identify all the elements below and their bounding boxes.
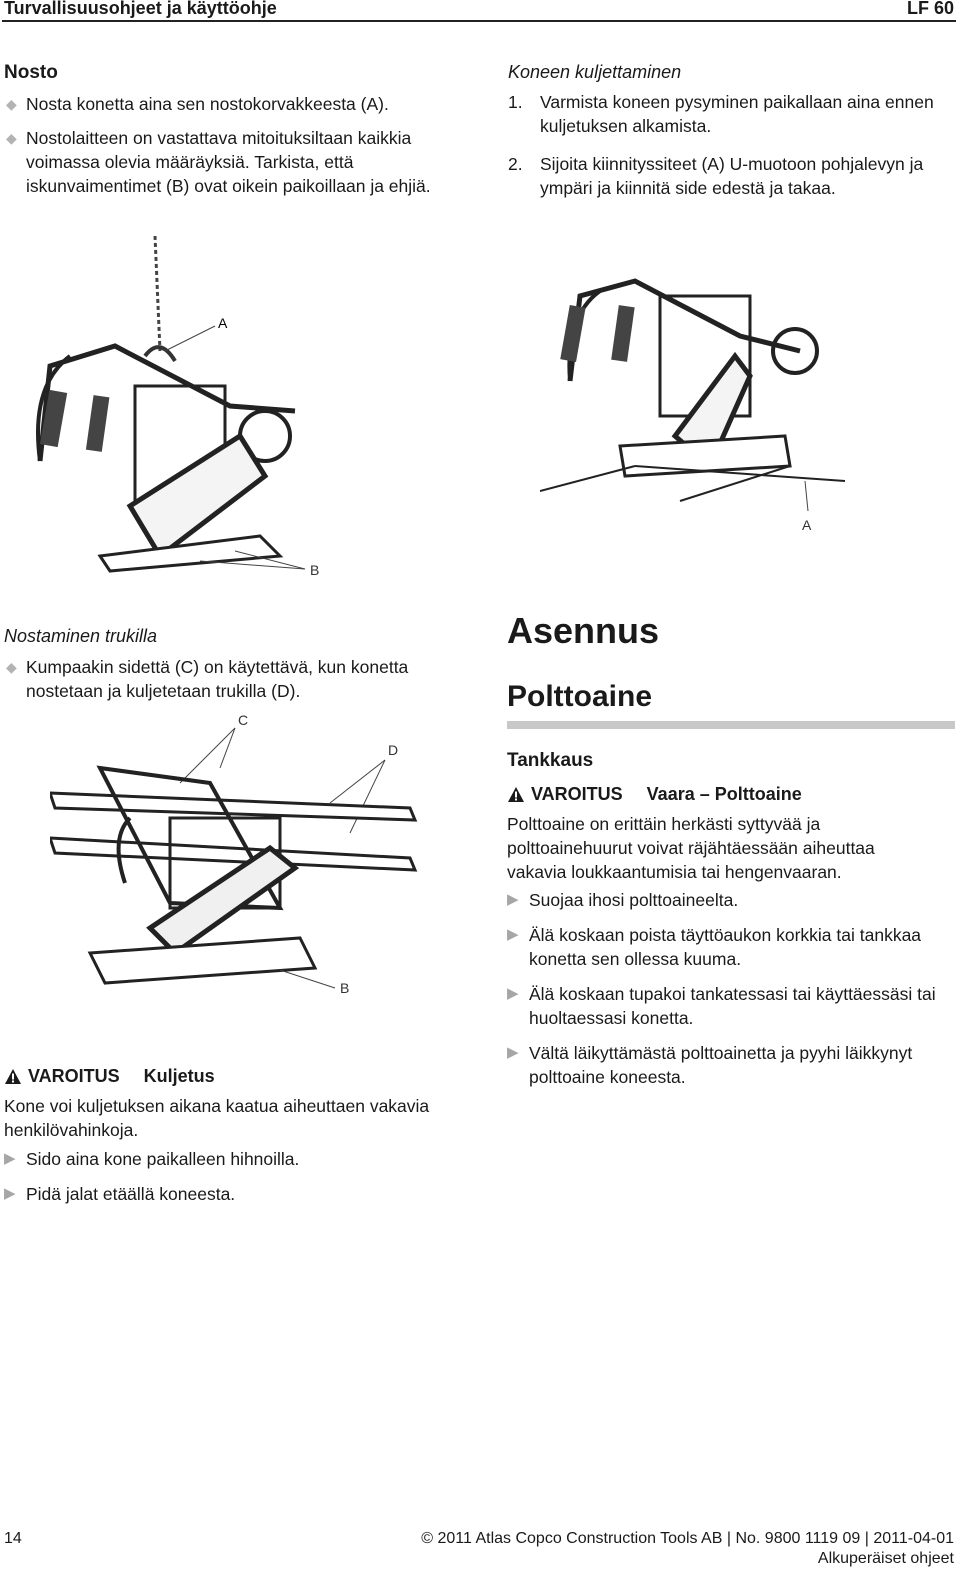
document-title: Turvallisuusohjeet ja käyttöohje [4, 0, 277, 18]
base-plate [90, 938, 315, 983]
strap [540, 466, 635, 491]
transport-steps [508, 90, 953, 200]
fork-lower [50, 838, 415, 870]
header-divider [2, 20, 956, 22]
arrow-bullet-icon: ▶ [4, 1150, 16, 1167]
lifting-eye [145, 347, 175, 361]
refueling-heading: Tankkaus [507, 750, 594, 771]
list-item: 2. Sijoita kiinnityssiteet (A) U-muotoon pohjalevyn ja ympäri ja kiinnitä side edestä ja takaa. [508, 154, 924, 198]
transport-illustration [540, 236, 850, 546]
forklift-bullets [4, 655, 464, 703]
list-item: ▶ Vältä läikyttämästä polttoainetta ja pyyhi läikkynyt polttoaine koneesta. [507, 1043, 913, 1087]
fork-upper [50, 793, 415, 820]
diamond-bullet-icon: ◆ [6, 659, 17, 675]
shock-absorber-right [611, 305, 634, 362]
warning-topic: Vaara – Polttoaine [646, 784, 802, 804]
arrow-bullet-icon: ▶ [507, 1044, 519, 1061]
figure-label: B [340, 980, 350, 996]
list-item: ▶ Älä koskaan tupakoi tankatessasi tai käyttäessäsi tai huoltaessasi konetta. [507, 984, 936, 1028]
diamond-bullet-icon: ◆ [6, 96, 17, 112]
installation-heading: Asennus [507, 610, 660, 651]
section-divider [507, 721, 955, 729]
diamond-bullet-icon: ◆ [6, 130, 17, 146]
fuel-warning-actions [507, 888, 957, 1089]
handle-bar [40, 346, 295, 461]
arrow-bullet-icon: ▶ [507, 891, 519, 908]
lifting-heading: Nosto [4, 62, 58, 83]
lifting-chain [155, 236, 160, 351]
figure-label: C [238, 712, 249, 728]
figure-label: A [218, 315, 228, 331]
shock-absorber-right [86, 395, 109, 452]
list-item: ▶ Suojaa ihosi polttoaineelta. [507, 890, 739, 910]
original-instructions-note: Alkuperäiset ohjeet [817, 1550, 954, 1567]
transport-warning-actions [4, 1147, 464, 1206]
list-item: ▶ Sido aina kone paikalleen hihnoilla. [4, 1149, 300, 1169]
list-item: ◆ Nostolaitteen on vastattava mitoituksiltaan kaikkia voimassa olevia määräyksiä. Tarkista, että iskunvaimentimet (B) ovat oikein paikoillaan ja ehjiä. [6, 128, 431, 196]
page-number: 14 [4, 1530, 22, 1547]
list-item: 1. Varmista koneen pysyminen paikallaan aina ennen kuljetuksen alkamista. [508, 92, 934, 136]
fuel-heading: Polttoaine [507, 680, 653, 713]
list-item: ◆ Nosta konetta aina sen nostokorvakkeesta (A). [6, 94, 389, 114]
transport-warning-title [4, 1066, 215, 1087]
forklift-heading: Nostaminen trukilla [4, 626, 158, 646]
warning-topic: Kuljetus [143, 1066, 215, 1086]
transport-warning-text: Kone voi kuljetuksen aikana kaatua aiheuttaen vakavia henkilövahinkoja. [4, 1096, 430, 1140]
copyright: © 2011 Atlas Copco Construction Tools AB | No. 9800 1119 09 | 2011-04-01 [421, 1530, 954, 1547]
lifting-illustration [20, 236, 340, 586]
arrow-bullet-icon: ▶ [507, 985, 519, 1002]
warning-label: VAROITUS [531, 784, 623, 804]
belt-guard [150, 848, 295, 953]
shock-absorber-left [560, 305, 585, 362]
forklift-illustration [50, 708, 420, 1008]
model-name: LF 60 [906, 0, 954, 18]
lifting-bullets [4, 92, 464, 198]
warning-triangle-icon [507, 786, 525, 803]
list-item: ◆ Kumpaakin sidettä (C) on käytettävä, kun konetta nostetaan ja kuljetetaan trukilla (D). [6, 657, 409, 701]
list-item: ▶ Pidä jalat etäällä koneesta. [4, 1184, 236, 1204]
figure-label: D [388, 742, 399, 758]
warning-triangle-icon [4, 1068, 22, 1085]
figure-label: B [310, 562, 320, 578]
fuel-warning-title [507, 784, 802, 805]
arrow-bullet-icon: ▶ [507, 926, 519, 943]
transport-heading: Koneen kuljettaminen [508, 62, 682, 82]
base-plate [100, 536, 280, 571]
warning-label: VAROITUS [28, 1066, 120, 1086]
list-item: ▶ Älä koskaan poista täyttöaukon korkkia tai tankkaa konetta sen ollessa kuuma. [507, 925, 922, 969]
figure-label: A [802, 517, 812, 533]
arrow-bullet-icon: ▶ [4, 1185, 16, 1202]
fuel-warning-text: Polttoaine on erittäin herkästi syttyvää ja polttoainehuurut voivat räjähtäessään aiheuttaa vakavia loukkaantumisia tai hengenvaaran. [507, 814, 875, 882]
